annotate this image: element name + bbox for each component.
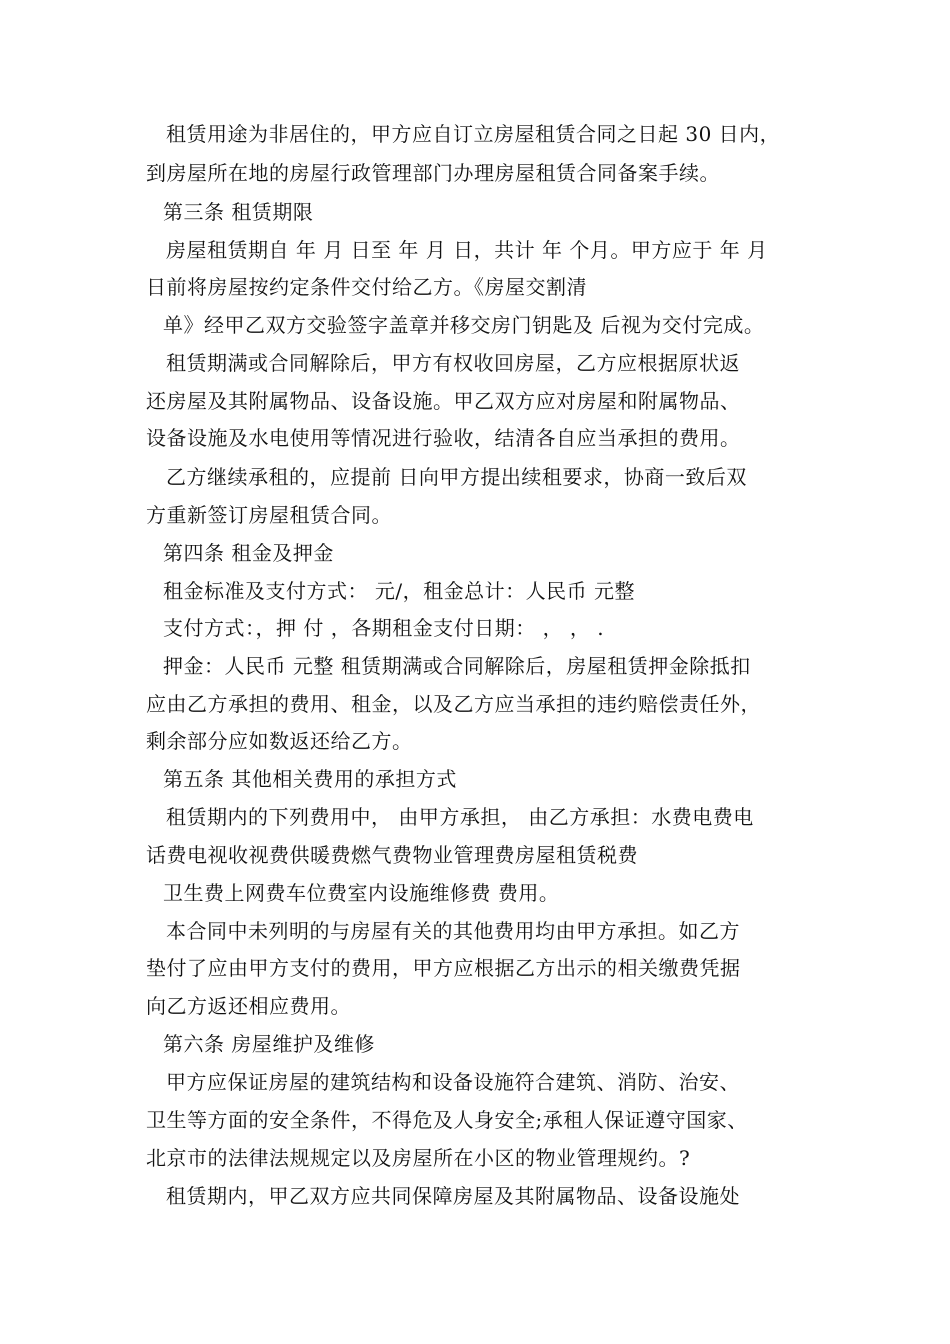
section-heading: 第三条 租赁期限 [163,200,314,224]
text-line: 向乙方返还相应费用。 [146,994,351,1018]
text-line: 租金标准及支付方式： 元/，租金总计：人民币 元整 [163,579,635,603]
section-heading: 第五条 其他相关费用的承担方式 [163,767,457,791]
text-line: 话费电视收视费供暖费燃气费物业管理费房屋租赁税费 [146,843,638,867]
text-line: 剩余部分应如数返还给乙方。 [146,729,413,753]
text-line: 租赁期满或合同解除后，甲方有权收回房屋，乙方应根据原状返 [166,351,740,375]
text-line: 方重新签订房屋租赁合同。 [146,503,392,527]
text-line: 卫生等方面的安全条件，不得危及人身安全;承租人保证遵守国家、 [146,1108,748,1132]
text-line: 卫生费上网费车位费室内设施维修费 费用。 [163,881,560,905]
text-line: 到房屋所在地的房屋行政管理部门办理房屋租赁合同备案手续。 [146,161,720,185]
text-line: 北京市的法律法规规定以及房屋所在小区的物业管理规约。? [146,1146,691,1170]
text-line: 支付方式：，押 付 ，各期租金支付日期： ， ， . [163,616,605,640]
text-line: 应由乙方承担的费用、租金，以及乙方应当承担的违约赔偿责任外， [146,692,761,716]
text-line: 设备设施及水电使用等情况进行验收，结清各自应当承担的费用。 [146,426,741,450]
text-line: 押金：人民币 元整 租赁期满或合同解除后，房屋租赁押金除抵扣 [163,654,751,678]
text-line: 甲方应保证房屋的建筑结构和设备设施符合建筑、消防、治安、 [166,1070,740,1094]
section-heading: 第四条 租金及押金 [163,541,334,565]
text-line: 乙方继续承租的，应提前 日向甲方提出续租要求，协商一致后双 [166,465,747,489]
text-line: 垫付了应由甲方支付的费用，甲方应根据乙方出示的相关缴费凭据 [146,956,741,980]
text-line: 租赁期内，甲乙双方应共同保障房屋及其附属物品、设备设施处 [166,1184,740,1208]
text-line: 单》经甲乙双方交验签字盖章并移交房门钥匙及 后视为交付完成。 [163,313,765,337]
text-line: 还房屋及其附属物品、设备设施。甲乙双方应对房屋和附属物品、 [146,389,741,413]
text-line: 房屋租赁期自 年 月 日至 年 月 日，共计 年 个月。甲方应于 年 月 [166,238,768,262]
text-line: 租赁期内的下列费用中， 由甲方承担， 由乙方承担：水费电费电 [166,805,754,829]
text-line: 租赁用途为非居住的，甲方应自订立房屋租赁合同之日起 30 日内， [166,122,781,146]
section-heading: 第六条 房屋维护及维修 [163,1032,375,1056]
text-line: 本合同中未列明的与房屋有关的其他费用均由甲方承担。如乙方 [166,919,740,943]
text-line: 日前将房屋按约定条件交付给乙方。《房屋交割清 [146,275,587,299]
